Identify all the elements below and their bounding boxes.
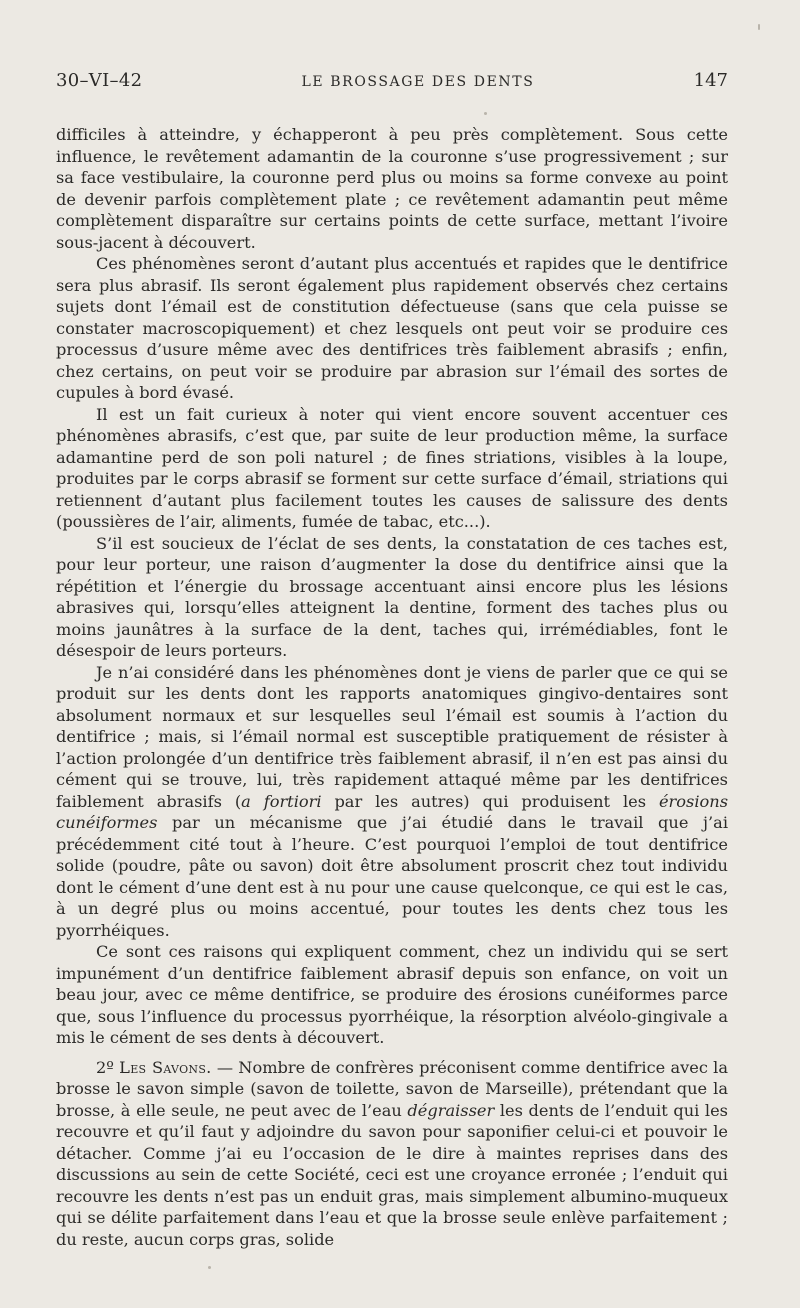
paper-speck [758, 24, 760, 30]
paragraph-3: Il est un fait curieux à noter qui vient encore souvent accentuer ces phénomènes abrasifs, c’est que, par suite de leur production même, la surface adamantine perd de son poli naturel ; de fines striations, visibles à la loupe, produites par le corps abrasif se forment sur cette surface d’émail, striations qui retiennent d’autant plus facilement toutes les causes de salissure des dents (poussières de l’air, aliments, fumée de tabac, etc...). [56, 404, 728, 531]
italic-erosions-cuneiformes: érosions cunéiformes [56, 791, 728, 832]
page-number: 147 [693, 70, 728, 91]
paragraph-4: S’il est soucieux de l’éclat de ses dents, la constatation de ces taches est, pour leur porteur, une raison d’augmenter la dose du dentifrice ainsi que la répétition et l’énergie du brossage accentuant ainsi encore plus les lésions abrasives qui, lorsqu’elles atteignent la dentine, forment des taches plus ou moins jaunâtres à la surface de la dent, taches qui, irrémédiables, font le désespoir de leurs porteurs. [56, 533, 728, 660]
section-number: 2º [96, 1057, 120, 1077]
paragraph-2: Ces phénomènes seront d’autant plus accentués et rapides que le dentifrice sera plus abrasif. Ils seront également plus rapidement observés chez certains sujets dont l’émail est de constitution défectueuse (sans que cela puisse se constater macroscopiquement) et chez lesquels ont peut voir se produire ces processus d’usure même avec des dentifrices très faiblement abrasifs ; enfin, chez certains, on peut voir se produire par abrasion sur l’émail des sortes de cupules à bord évasé. [56, 254, 728, 402]
paragraph-5-part-a: Je n’ai considéré dans les phénomènes dont je viens de parler que ce qui se produit sur les dents dont les rapports anatomiques gingivo-dentaires sont absolument normaux et sur lesquelles seul l’émail est soumis à l’action du dentifrice ; mais, si l’émail normal est susceptible pratiquement de résister à l’action prolongée d’un dentifrice très faiblement abrasif, il n’en est pas ainsi du cément qui se trouve, lui, très rapidement attaqué même par les dentifrices faiblement abrasifs ( [56, 662, 728, 811]
italic-a-fortiori: a fortiori [241, 791, 322, 811]
page-body [56, 124, 728, 1250]
running-title: LE BROSSAGE DES DENTS [301, 74, 535, 90]
paper-speck [208, 1266, 211, 1269]
paragraph-1: difficiles à atteindre, y échapperont à peu près complètement. Sous cette influence, le revêtement adamantin de la couronne s’use progressivement ; sur sa face vestibulaire, la couronne perd plus ou moins sa forme convexe au point de devenir parfois complètement plate ; ce revêtement adamantin peut même complètement disparaître sur certains points de cette surface, mettant l’ivoire sous-jacent à découvert. [56, 125, 728, 252]
header-date: 30–VI–42 [56, 70, 143, 91]
paragraph-7-part-a: — Nombre de confrères préconisent comme dentifrice avec la brosse le savon simple (savon de toilette, savon de Marseille), prétendant que la brosse, à elle seule, ne peut avec de l’eau [56, 1057, 728, 1120]
paragraph-5-part-c: par un mécanisme que j’ai étudié dans le travail que j’ai précédemment cité tout à l’heure. C’est pourquoi l’emploi de tout dentifrice solide (poudre, pâte ou savon) doit être absolument proscrit chez tout individu dont le cément d’une dent est à nu pour une cause quelconque, ce qui est le cas, à un degré plus ou moins accentué, pour toutes les dents chez tous les pyorrhéiques. [56, 813, 728, 940]
paper-speck [484, 112, 487, 115]
paragraph-5-part-b: par les autres) qui produisent les [321, 791, 659, 811]
italic-degraisser: dégraisser [407, 1100, 495, 1120]
paragraph-7 [56, 1057, 728, 1251]
paragraph-7-part-b: les dents de l’enduit qui les recouvre et qu’il faut y adjoindre du savon pour saponifier celui-ci et pouvoir le détacher. Comme j’ai eu l’occasion de le dire à maintes reprises dans des discussions au sein de cette Société, ceci est une croyance erronée ; l’enduit qui recouvre les dents n’est pas un enduit gras, mais simplement albumino-muqueux qui se délite parfaitement dans l’eau et que la brosse seule enlève parfaitement ; du reste, aucun corps gras, solide [56, 1100, 728, 1249]
paragraph-5 [56, 662, 728, 942]
page-header [56, 70, 728, 98]
paragraph-6: Ce sont ces raisons qui expliquent comment, chez un individu qui se sert impunément d’un dentifrice faiblement abrasif depuis son enfance, on voit un beau jour, avec ce même dentifrice, se produire des érosions cunéiformes parce que, sous l’influence du processus pyorrhéique, la résorption alvéolo-gingivale a mis le cément de ses dents à découvert. [56, 942, 728, 1047]
section-heading: Les Savons. [119, 1057, 212, 1077]
book-page [56, 70, 728, 1250]
